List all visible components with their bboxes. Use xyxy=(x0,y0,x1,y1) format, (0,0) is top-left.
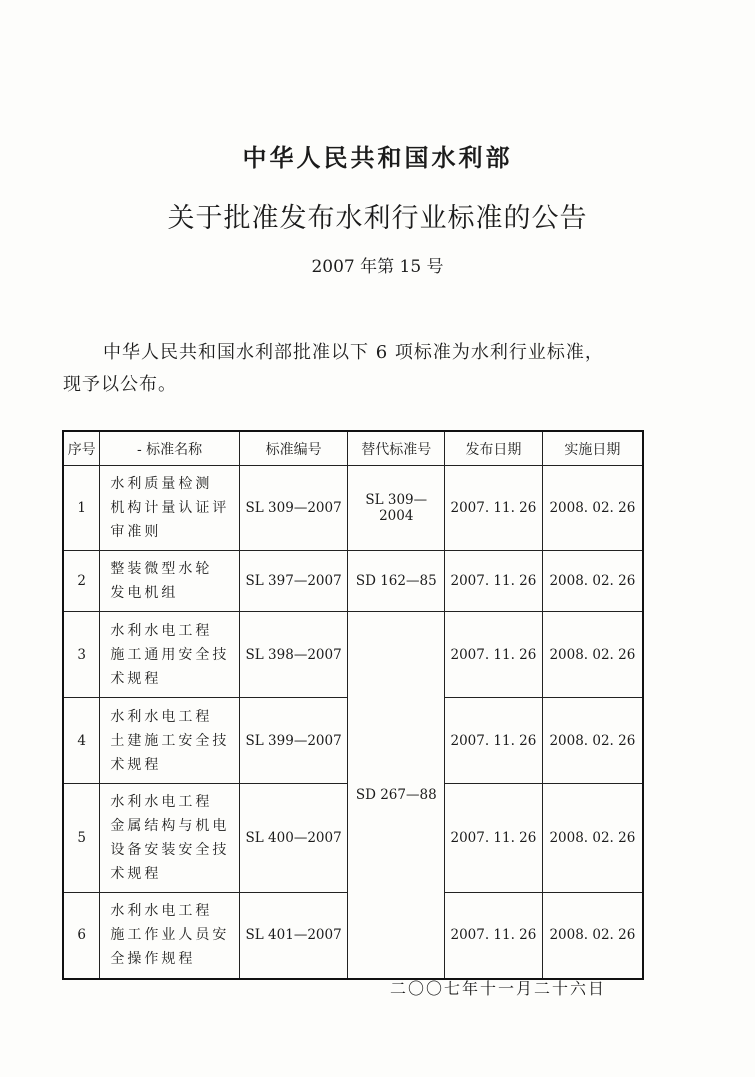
row-effective-date: 2008. 02. 26 xyxy=(542,551,643,612)
header-code: 标准编号 xyxy=(239,431,348,466)
table-header-row xyxy=(63,431,643,466)
name-line: 施工作业人员安 xyxy=(110,927,230,944)
row-standard-name xyxy=(100,612,239,698)
row-standard-name xyxy=(100,784,239,893)
name-line: 术规程 xyxy=(110,670,162,687)
announcement-number: 2007 年第 15 号 xyxy=(311,257,444,277)
name-line: 全操作规程 xyxy=(110,951,196,968)
name-line: 整装微型水轮 xyxy=(110,561,213,577)
body-text-line2: 现予以公布。 xyxy=(63,374,177,395)
row-standard-name xyxy=(100,551,239,612)
row-seq: 3 xyxy=(63,612,100,698)
name-line: 施工通用安全技 xyxy=(110,646,230,663)
row-code: SL 401—2007 xyxy=(239,893,348,979)
name-line: 水利质量检测 xyxy=(110,476,213,492)
row-standard-name xyxy=(100,893,239,979)
row-publish-date: 2007. 11. 26 xyxy=(445,698,543,784)
row-effective-date: 2008. 02. 26 xyxy=(542,784,643,893)
standards-table xyxy=(62,430,644,980)
name-line: 水利水电工程 xyxy=(110,903,213,920)
table-row xyxy=(63,612,643,698)
row-code: SL 400—2007 xyxy=(239,784,348,893)
announcement-title: 关于批准发布水利行业标准的公告 xyxy=(167,203,588,234)
row-publish-date: 2007. 11. 26 xyxy=(445,612,543,698)
header-replace: 替代标准号 xyxy=(348,431,445,466)
name-line: 术规程 xyxy=(110,756,162,773)
row-replace: SD 162—85 xyxy=(348,551,445,612)
header-publish-date: 发布日期 xyxy=(445,431,543,466)
row-publish-date: 2007. 11. 26 xyxy=(445,784,543,893)
name-line: 设备安装安全技 xyxy=(110,842,230,858)
name-line: 术规程 xyxy=(110,866,162,882)
body-text-line1: 中华人民共和国水利部批准以下 6 项标准为水利行业标准， xyxy=(103,342,604,363)
row-code: SL 309—2007 xyxy=(239,466,348,551)
table-row xyxy=(63,466,643,551)
row-standard-name xyxy=(100,466,239,551)
row-seq: 1 xyxy=(63,466,100,551)
header-effective-date: 实施日期 xyxy=(542,431,643,466)
name-line: 水利水电工程 xyxy=(110,708,213,725)
row-code: SL 398—2007 xyxy=(239,612,348,698)
row-publish-date: 2007. 11. 26 xyxy=(445,551,543,612)
row-effective-date: 2008. 02. 26 xyxy=(542,612,643,698)
row-publish-date: 2007. 11. 26 xyxy=(445,893,543,979)
table-row xyxy=(63,551,643,612)
row-code: SL 397—2007 xyxy=(239,551,348,612)
row-replace: SL 309—2004 xyxy=(348,466,445,551)
row-standard-name xyxy=(100,698,239,784)
name-line: 水利水电工程 xyxy=(110,794,213,810)
merged-replace-cell: SD 267—88 xyxy=(348,612,445,979)
row-publish-date: 2007. 11. 26 xyxy=(445,466,543,551)
row-effective-date: 2008. 02. 26 xyxy=(542,698,643,784)
name-line: 机构计量认证评 xyxy=(110,500,230,516)
row-effective-date: 2008. 02. 26 xyxy=(542,466,643,551)
row-effective-date: 2008. 02. 26 xyxy=(542,893,643,979)
name-line: 发电机组 xyxy=(110,585,179,601)
name-line: 审准则 xyxy=(110,524,162,540)
row-seq: 5 xyxy=(63,784,100,893)
row-seq: 4 xyxy=(63,698,100,784)
ministry-heading: 中华人民共和国水利部 xyxy=(242,143,513,172)
name-line: 土建施工安全技 xyxy=(110,732,230,749)
header-seq: 序号 xyxy=(63,431,100,466)
name-line: 金属结构与机电 xyxy=(110,818,230,834)
row-seq: 2 xyxy=(63,551,100,612)
name-line: 水利水电工程 xyxy=(110,622,213,639)
header-name: - 标准名称 xyxy=(100,431,239,466)
announcement-date: 二〇〇七年十一月二十六日 xyxy=(390,979,607,998)
row-seq: 6 xyxy=(63,893,100,979)
row-code: SL 399—2007 xyxy=(239,698,348,784)
